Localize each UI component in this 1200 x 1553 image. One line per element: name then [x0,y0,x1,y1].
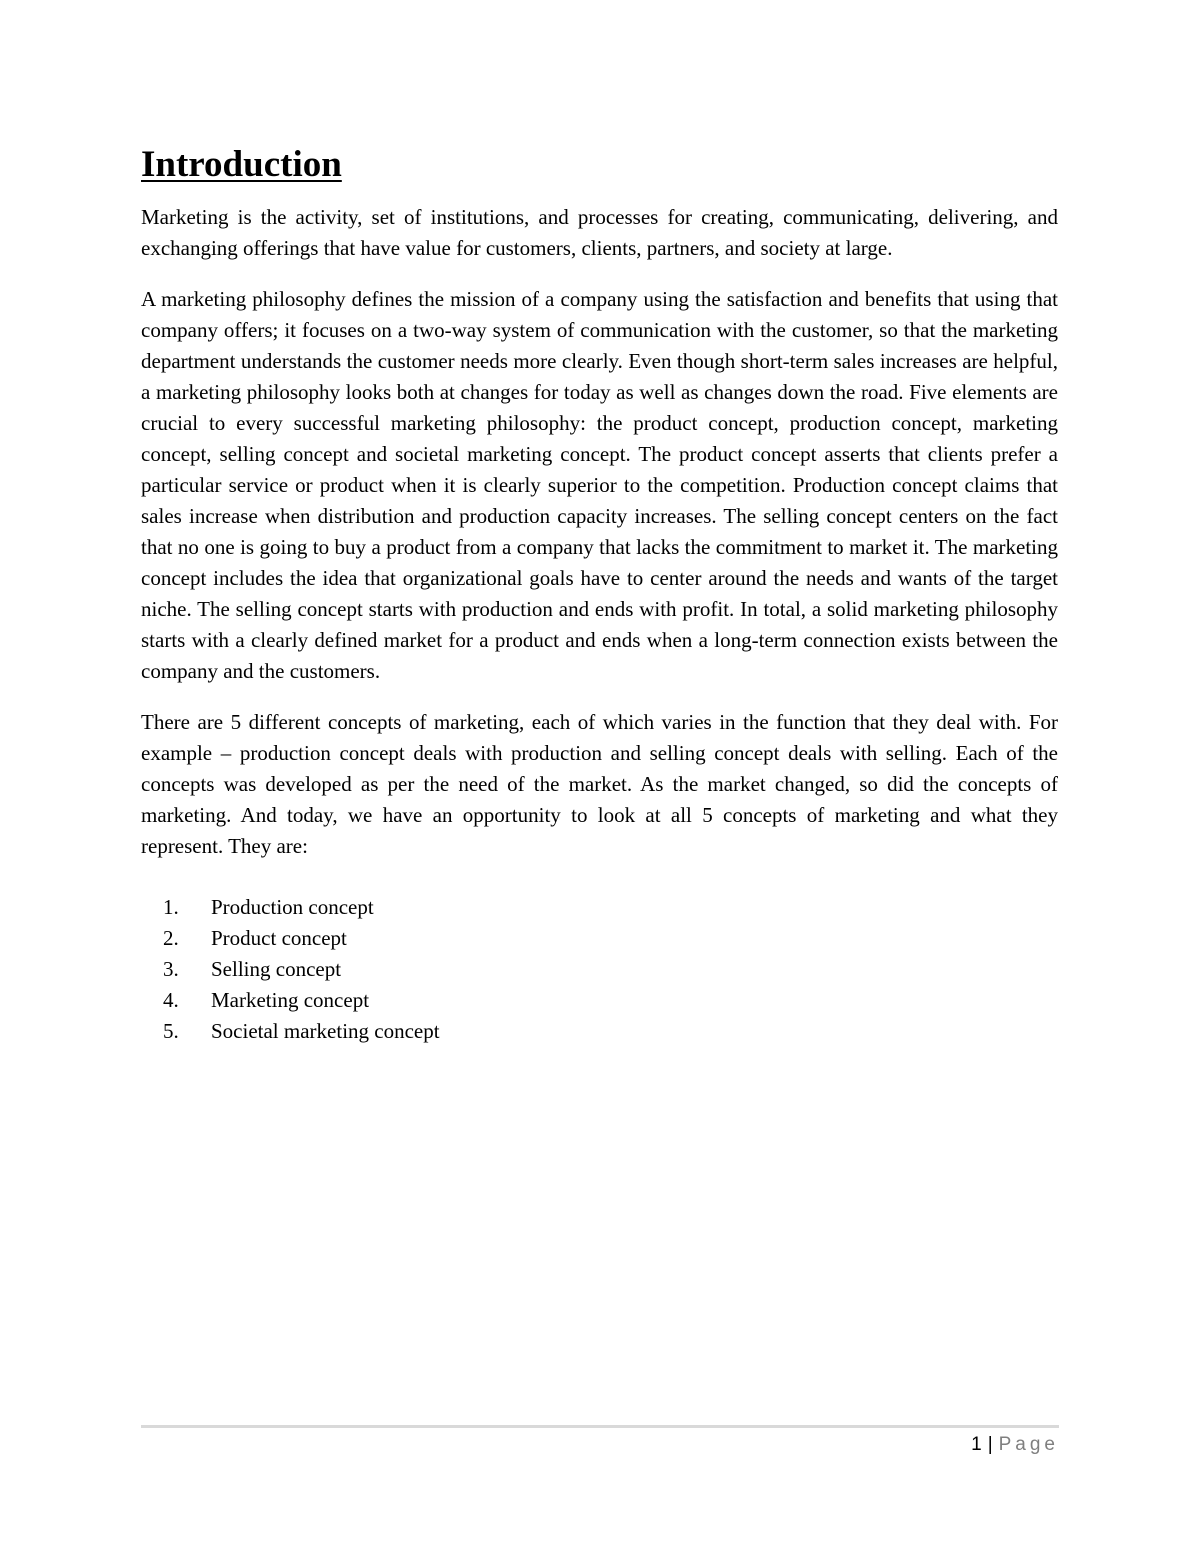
list-item [141,985,1058,1016]
list-item [141,923,1058,954]
list-item [141,954,1058,985]
footer-divider [141,1425,1059,1428]
page-number: 1 [971,1434,982,1455]
list-item-number: 3. [163,957,179,981]
list-item-text: Marketing concept [211,988,370,1012]
concepts-list [141,892,1058,1047]
list-item-number: 5. [163,1019,179,1043]
list-item-text: Production concept [211,895,374,919]
list-item-number: 1. [163,895,179,919]
paragraph-philosophy: A marketing philosophy defines the mission of a company using the satisfaction and benefits that using that company offers; it focuses on a two-way system of communication with the customer, so that the marketing department understands the customer needs more clearly. Even though short-term sales increases are helpful, a marketing philosophy looks both at changes for today as well as changes down the road. Five elements are crucial to every successful marketing philosophy: the product concept, production concept, marketing concept, selling concept and societal marketing concept. The product concept asserts that clients prefer a particular service or product when it is clearly superior to the competition. Production concept claims that sales increase when distribution and production capacity increases. The selling concept centers on the fact that no one is going to buy a product from a company that lacks the commitment to market it. The marketing concept includes the idea that organizational goals have to center around the needs and wants of the target niche. The selling concept starts with production and ends with profit. In total, a solid marketing philosophy starts with a clearly defined market for a product and ends when a long-term connection exists between the company and the customers. [141,287,1058,683]
footer-separator: | [987,1434,993,1455]
paragraph-definition: Marketing is the activity, set of institutions, and processes for creating, communicating, delivering, and exchanging offerings that have value for customers, clients, partners, and society at large. [141,205,1058,260]
list-item [141,892,1058,923]
list-item-text: Societal marketing concept [211,1019,440,1043]
document-body [141,140,1058,1047]
list-item-text: Selling concept [211,957,342,981]
page-footer [971,1432,1059,1458]
list-item [141,1016,1058,1047]
list-item-number: 4. [163,988,179,1012]
paragraph-concepts: There are 5 different concepts of marketing, each of which varies in the function that they deal with. For example – production concept deals with production and selling concept deals with selling. Each of the concepts was developed as per the need of the market. As the market changed, so did the concepts of marketing. And today, we have an opportunity to look at all 5 concepts of marketing and what they represent. They are: [141,710,1058,858]
list-item-number: 2. [163,926,179,950]
page-label: Page [998,1434,1059,1455]
section-heading: Introduction [141,144,342,185]
list-item-text: Product concept [211,926,347,950]
